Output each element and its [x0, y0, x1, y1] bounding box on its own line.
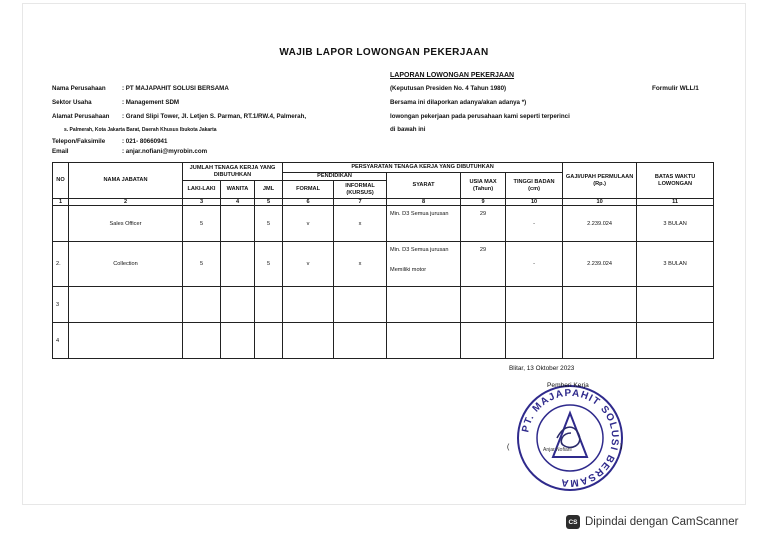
max-age — [461, 323, 506, 359]
header-pendidikan: PENDIDIKAN — [283, 173, 387, 181]
company-name-row — [52, 85, 229, 92]
header-no: NO — [53, 163, 69, 199]
sector-row — [52, 99, 179, 106]
header-batas: BATAS WAKTU LOWONGAN — [637, 163, 714, 199]
requirement-item: Memiliki motor — [390, 266, 427, 273]
col-number: 8 — [387, 199, 461, 206]
count-female — [221, 242, 255, 287]
signer-title: Pemberi Kerja — [547, 382, 589, 389]
row-number: 2. — [53, 242, 69, 287]
count-total: 5 — [255, 242, 283, 287]
requirements-cell — [387, 242, 461, 287]
job-title — [69, 323, 183, 359]
count-total — [255, 323, 283, 359]
header-persyaratan: PERSYARATAN TENAGA KERJA YANG DIBUTUHKAN — [283, 163, 563, 173]
education-informal: x — [334, 242, 387, 287]
company-name-label: Nama Perusahaan — [52, 85, 106, 92]
education-informal — [334, 323, 387, 359]
row-number: 4 — [53, 323, 69, 359]
table-row — [53, 206, 714, 242]
col-number: 10 — [563, 199, 637, 205]
header-jumlah: JUMLAH TENAGA KERJA YANG DIBUTUHKAN — [183, 163, 283, 181]
signature-paren-close: ) — [620, 444, 623, 451]
col-number: 7 — [334, 199, 387, 206]
count-male — [183, 287, 221, 323]
camscanner-watermark — [566, 512, 738, 532]
starting-salary: 2.239.024 — [563, 206, 637, 242]
table-row — [53, 323, 714, 359]
col-number-pair — [563, 199, 714, 206]
col-number: 10 — [506, 199, 563, 206]
vacancy-deadline: 3 BULAN — [637, 242, 714, 287]
job-title — [69, 287, 183, 323]
vacancy-deadline — [637, 287, 714, 323]
height-requirement — [506, 287, 563, 323]
vacancy-table — [52, 162, 714, 359]
address-line2: s. Palmerah, Kota Jakarta Barat, Daerah Khusus Ibukota Jakarta — [64, 127, 217, 133]
signature-paren-open: ( — [507, 444, 510, 451]
col-number: 3 — [183, 199, 221, 206]
email-row — [52, 148, 207, 155]
phone-value: : 021- 80660941 — [122, 138, 168, 145]
report-line2: lowongan pekerjaan pada perusahaan kami seperti terperinci — [390, 113, 570, 120]
email-label: Email — [52, 148, 69, 155]
count-total — [255, 287, 283, 323]
starting-salary — [563, 323, 637, 359]
company-name-value: : PT MAJAPAHIT SOLUSI BERSAMA — [122, 85, 229, 92]
report-decree: (Keputusan Presiden No. 4 Tahun 1980) — [390, 85, 507, 92]
job-title: Sales Officer — [69, 206, 183, 242]
count-female — [221, 206, 255, 242]
header-informal: INFORMAL (KURSUS) — [334, 181, 387, 199]
row-number — [53, 206, 69, 242]
count-female — [221, 287, 255, 323]
height-requirement — [506, 323, 563, 359]
col-number: 6 — [283, 199, 334, 206]
col-number: 2 — [69, 199, 183, 206]
stamp-outer-ring — [518, 386, 622, 490]
header-tinggi: TINGGI BADAN (cm) — [506, 173, 563, 199]
stamp-text: PT. MAJAPAHIT SOLUSI BERSAMA — [520, 387, 621, 489]
count-female — [221, 323, 255, 359]
education-formal — [283, 287, 334, 323]
requirements-cell — [387, 206, 461, 242]
requirement-item: Min. D3 Semua jurusan — [390, 247, 449, 254]
header-usia: USIA MAX (Tahun) — [461, 173, 506, 199]
camscanner-logo-icon: CS — [566, 515, 580, 529]
header-jabatan: NAMA JABATAN — [69, 163, 183, 199]
col-number: 5 — [255, 199, 283, 206]
header-syarat: SYARAT — [387, 173, 461, 199]
company-stamp — [515, 383, 625, 493]
max-age: 29 — [461, 242, 506, 287]
education-informal — [334, 287, 387, 323]
count-total: 5 — [255, 206, 283, 242]
vacancy-deadline: 3 BULAN — [637, 206, 714, 242]
sector-label: Sektor Usaha — [52, 99, 92, 106]
count-male: 5 — [183, 206, 221, 242]
report-line1: Bersama ini dilaporkan adanya/akan adanya *) — [390, 99, 527, 106]
starting-salary — [563, 287, 637, 323]
header-laki: LAKI-LAKI — [183, 181, 221, 199]
col-number: 9 — [461, 199, 506, 206]
address-row — [52, 113, 306, 120]
report-heading: LAPORAN LOWONGAN PEKERJAAN — [390, 72, 515, 79]
header-formal: FORMAL — [283, 181, 334, 199]
requirement-item: Min. D3 Semua jurusan — [390, 211, 449, 218]
header-gaji: GAJI/UPAH PERMULAAN (Rp.) — [563, 163, 637, 199]
phone-row — [52, 138, 167, 145]
camscanner-text: Dipindai dengan CamScanner — [585, 516, 739, 528]
address-label: Alamat Perusahaan — [52, 113, 110, 120]
requirements-cell — [387, 287, 461, 323]
document-title: WAJIB LAPOR LOWONGAN PEKERJAAN — [279, 47, 489, 58]
education-formal — [283, 323, 334, 359]
address-value: : Grand Slipi Tower, Jl. Letjen S. Parman, RT.1/RW.4, Palmerah, — [122, 113, 307, 120]
job-title: Collection — [69, 242, 183, 287]
education-formal: v — [283, 242, 334, 287]
table-row — [53, 287, 714, 323]
header-wanita: WANITA — [221, 181, 255, 199]
signature-name: Anjar Nofiani — [543, 447, 572, 453]
report-line3: di bawah ini — [390, 126, 426, 133]
count-male — [183, 323, 221, 359]
height-requirement: - — [506, 242, 563, 287]
email-value: : anjar.nofiani@myrobin.com — [122, 148, 208, 155]
max-age — [461, 287, 506, 323]
sector-value: : Management SDM — [122, 99, 180, 106]
col-number: 1 — [53, 199, 69, 206]
vacancy-deadline — [637, 323, 714, 359]
col-number: 4 — [221, 199, 255, 206]
place-date: Blitar, 13 Oktober 2023 — [509, 365, 575, 372]
col-number: 11 — [672, 199, 679, 205]
form-code: Formulir WLL/1 — [652, 85, 699, 92]
education-formal: v — [283, 206, 334, 242]
height-requirement: - — [506, 206, 563, 242]
count-male: 5 — [183, 242, 221, 287]
requirements-cell — [387, 323, 461, 359]
starting-salary: 2.239.024 — [563, 242, 637, 287]
phone-label: Telepon/Faksimile — [52, 138, 106, 145]
column-number-row — [53, 199, 714, 206]
max-age: 29 — [461, 206, 506, 242]
header-jml: JML — [255, 181, 283, 199]
table-row — [53, 242, 714, 287]
education-informal: x — [334, 206, 387, 242]
row-number: 3 — [53, 287, 69, 323]
